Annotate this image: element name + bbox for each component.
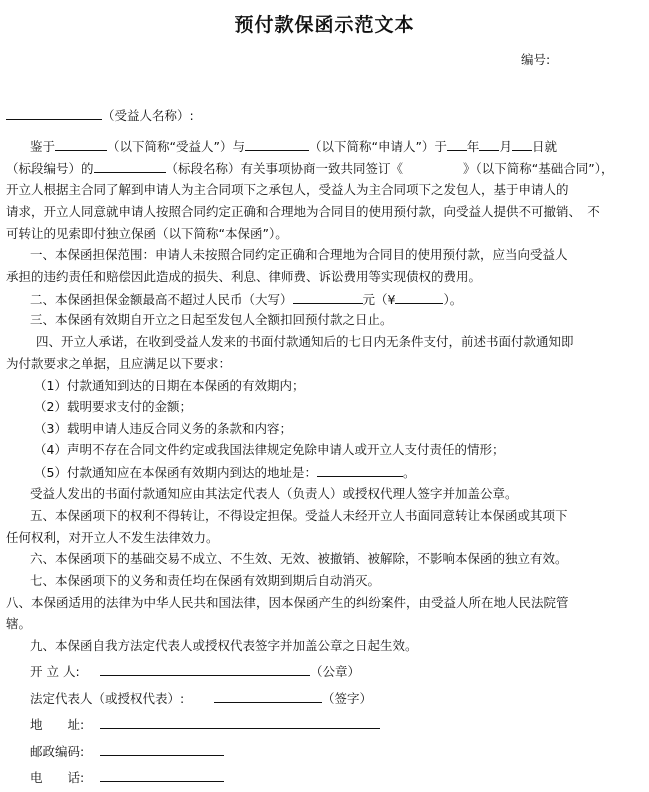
- clause-8-line-2: 辖。: [6, 616, 32, 631]
- clause-1-line-2: 承担的违约责任和赔偿因此造成的损失、利息、律师费、诉讼费用等实现债权的费用。: [6, 269, 482, 284]
- clause-5-line-2: 任何权利，对开立人不发生法律效力。: [6, 530, 219, 545]
- intro-line-2: （标段编号）的 （标段名称）有关事项协商一致共同签订《 》（以下简称“基础合同”），: [6, 161, 614, 176]
- intro-line-3: 开立人根据主合同了解到申请人为主合同项下之承包人，受益人为主合同项下之发包人，基于申请人的: [6, 182, 569, 197]
- clause-4-item-1: （1）付款通知到达的日期在本保函的有效期内；: [34, 378, 305, 393]
- issuer-blank: [100, 662, 310, 676]
- clause-5-line-1: 五、本保函项下的权利不得转让，不得设定担保。受益人未经开立人书面同意转让本保函或其项下: [30, 508, 568, 523]
- issuer-field: [30, 662, 360, 681]
- representative-field: [30, 689, 372, 708]
- address-label: 地 址:: [30, 717, 85, 732]
- representative-blank: [214, 689, 322, 703]
- representative-suffix: （签字）: [322, 691, 373, 706]
- clause-4-item-3: （3）载明申请人违反合同义务的条款和内容；: [34, 421, 292, 436]
- intro-line-1: 鉴于 （以下简称“受益人”）与 （以下简称“申请人”）于 年 月 日就: [30, 139, 557, 154]
- phone-blank: [100, 768, 224, 782]
- intro-line-5: 可转让的见索即付独立保函（以下简称“本保函”）。: [6, 226, 288, 241]
- issuer-suffix: （公章）: [310, 664, 361, 679]
- postcode-label: 邮政编码:: [30, 744, 85, 759]
- postcode-blank: [100, 742, 224, 756]
- intro-line-4: 请求，开立人同意就申请人按照合同约定正确和合理地为合同目的使用预付款，向受益人提供不可撤销、 不: [6, 204, 600, 219]
- clause-2: 二、本保函担保金额最高不超过人民币（大写） 元（¥ ）。: [30, 292, 463, 307]
- postcode-field: [30, 742, 224, 761]
- address-field: [30, 715, 380, 734]
- document-title: 预付款保函示范文本: [234, 14, 415, 36]
- clause-7: 七、本保函项下的义务和责任均在保函有效期到期后自动消灭。: [30, 573, 381, 588]
- clause-1-line-1: 一、本保函担保范围：申请人未按照合同约定正确和合理地为合同目的使用预付款，应当向受益人: [30, 247, 568, 262]
- clause-4-item-4: （4）声明不存在合同文件约定或我国法律规定免除申请人或开立人支付责任的情形；: [34, 442, 505, 457]
- issuer-label: 开 立 人:: [30, 664, 80, 679]
- clause-4-signature-note: 受益人发出的书面付款通知应由其法定代表人（负责人）或授权代理人签字并加盖公章。: [30, 486, 518, 501]
- phone-field: [30, 768, 224, 787]
- clause-6: 六、本保函项下的基础交易不成立、不生效、无效、被撤销、被解除，不影响本保函的独立有效。: [30, 551, 568, 566]
- clause-4-item-2: （2）载明要求支付的金额；: [34, 399, 192, 414]
- representative-label: 法定代表人（或授权代表）:: [30, 691, 185, 706]
- beneficiary-label: （受益人名称）:: [102, 108, 194, 123]
- clause-4-item-5: （5）付款通知应在本保函有效期内到达的地址是： 。: [34, 465, 416, 480]
- number-label: 编号:: [521, 52, 551, 67]
- address-blank: [100, 715, 380, 729]
- clause-4-line-1: 四、开立人承诺，在收到受益人发来的书面付款通知后的七日内无条件支付，前述书面付款通知即: [36, 334, 574, 349]
- clause-9: 九、本保函自我方法定代表人或授权代表签字并加盖公章之日起生效。: [30, 638, 418, 653]
- beneficiary-line: [6, 106, 194, 125]
- clause-4-line-2: 为付款要求之单据，且应满足以下要求：: [6, 356, 232, 371]
- phone-label: 电 话:: [30, 770, 85, 785]
- clause-3: 三、本保函有效期自开立之日起至发包人全额扣回预付款之日止。: [30, 312, 393, 327]
- clause-8-line-1: 八、本保函适用的法律为中华人民共和国法律，因本保函产生的纠纷案件，由受益人所在地人民法院管: [6, 595, 569, 610]
- beneficiary-blank: [6, 106, 102, 120]
